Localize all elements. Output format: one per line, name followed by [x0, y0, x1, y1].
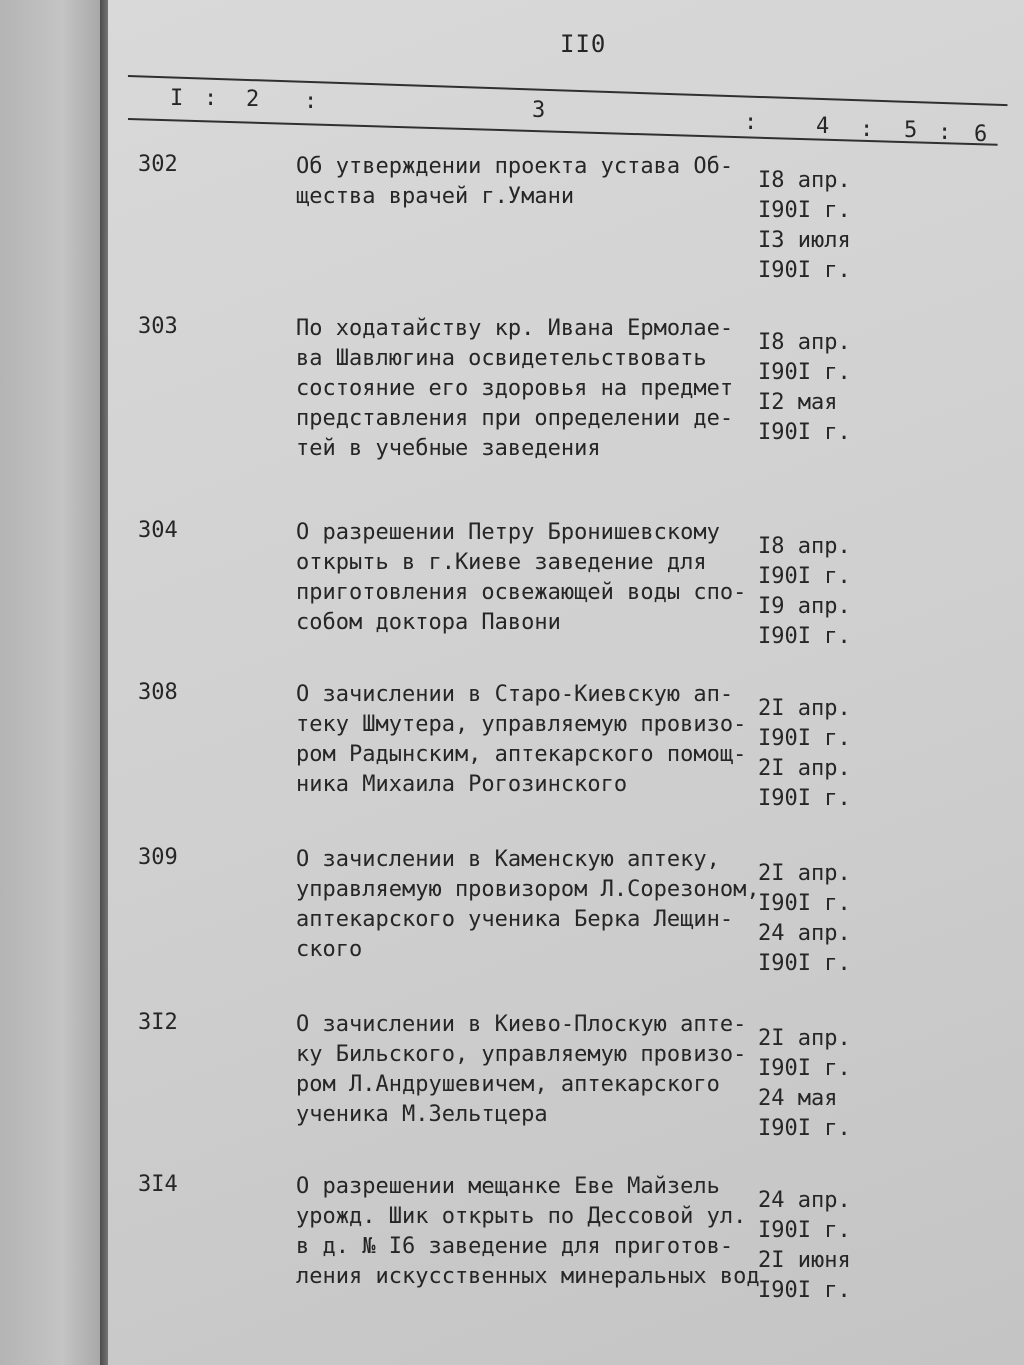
entry-date-line: I90I г. [758, 198, 851, 223]
entry-number: 303 [138, 314, 178, 339]
entry-date-line: I90I г. [758, 1218, 851, 1243]
entry-text-line: О зачислении в Каменскую аптеку, [296, 847, 720, 872]
column-header-3: 3 [532, 98, 546, 123]
entry-text-line: открыть в г.Киеве заведение для [296, 550, 707, 575]
entry-date-line: I90I г. [758, 891, 851, 916]
entry-description [296, 680, 756, 800]
entry-text-line: ника Михаила Рогозинского [296, 772, 628, 797]
entry-description [296, 1172, 760, 1292]
entry-text-line: О зачислении в Киево-Плоскую апте- [296, 1012, 747, 1037]
entry-description [296, 314, 756, 464]
entry-text-line: ром Л.Андрушевичем, аптекарского [296, 1072, 720, 1097]
entry-text-line: О разрешении мещанке Еве Майзель [296, 1174, 720, 1199]
entry-date-line: I90I г. [758, 786, 851, 811]
entries-list [108, 0, 1024, 1365]
entry-date-line: 24 апр. [758, 1188, 851, 1213]
entry-number: 308 [138, 680, 178, 705]
entry-text-line: урожд. Шик открыть по Дессовой ул. [296, 1204, 747, 1229]
page-number: II0 [560, 30, 607, 58]
entry-text-line: управляемую провизором Л.Сорезоном, [296, 877, 760, 902]
column-header-1: I [170, 86, 184, 111]
entry-number: 304 [138, 518, 178, 543]
entry-text-line: ученика М.Зельтцера [296, 1102, 548, 1127]
entry-text-line: собом доктора Павони [296, 610, 561, 635]
entry-date-line: I90I г. [758, 360, 851, 385]
entry-date-line: I90I г. [758, 1278, 851, 1303]
entry-date-line: 24 мая [758, 1086, 838, 1111]
entry-text-line: тей в учебные заведения [296, 436, 601, 461]
entry-number: 302 [138, 152, 178, 177]
entry-number: 309 [138, 845, 178, 870]
column-header-separator: : [938, 120, 952, 145]
entry-date-line: I3 июля [758, 228, 851, 253]
entry-dates [758, 166, 878, 286]
entry-description [296, 518, 756, 638]
entry-date-line: 24 апр. [758, 921, 851, 946]
entry-text-line: Об утверждении проекта устава Об- [296, 154, 734, 179]
entry-text-line: теку Шмутера, управляемую провизо- [296, 712, 747, 737]
entry-text-line: ку Бильского, управляемую провизо- [296, 1042, 747, 1067]
entry-date-line: 2I апр. [758, 756, 851, 781]
entry-text-line: в д. № I6 заведение для приготов- [296, 1234, 734, 1259]
entry-date-line: I8 апр. [758, 168, 851, 193]
entry-number: 3I2 [138, 1010, 178, 1035]
column-header-separator: : [860, 117, 874, 142]
entry-description [296, 1010, 756, 1130]
column-header-separator: : [304, 89, 318, 114]
entry-date-line: 2I июня [758, 1248, 851, 1273]
entry-text-line: ром Радынским, аптекарского помощ- [296, 742, 747, 767]
entry-text-line: щества врачей г.Умани [296, 184, 575, 209]
entry-date-line: I90I г. [758, 951, 851, 976]
entry-text-line: состояние его здоровья на предмет [296, 376, 734, 401]
entry-date-line: I90I г. [758, 258, 851, 283]
entry-date-line: I2 мая [758, 390, 838, 415]
entry-dates [758, 859, 878, 979]
entry-date-line: I90I г. [758, 1116, 851, 1141]
entry-date-line: 2I апр. [758, 696, 851, 721]
entry-dates [758, 532, 878, 652]
entry-description [296, 845, 760, 965]
entry-dates [758, 1186, 878, 1306]
entry-text-line: ва Шавлюгина освидетельствовать [296, 346, 707, 371]
entry-date-line: I8 апр. [758, 534, 851, 559]
entry-date-line: 2I апр. [758, 861, 851, 886]
entry-text-line: аптекарского ученика Берка Лещин- [296, 907, 734, 932]
column-header-separator: : [204, 86, 218, 111]
entry-text-line: По ходатайству кр. Ивана Ермолае- [296, 316, 734, 341]
facing-page-edge [0, 0, 104, 1365]
entry-text-line: приготовления освежающей воды спо- [296, 580, 747, 605]
column-header-6: 6 [974, 122, 988, 147]
entry-text-line: О разрешении Петру Бронишевскому [296, 520, 720, 545]
entry-date-line: I90I г. [758, 726, 851, 751]
entry-text-line: О зачислении в Старо-Киевскую ап- [296, 682, 734, 707]
column-header-separator: : [744, 110, 758, 135]
entry-dates [758, 1024, 878, 1144]
column-header-2: 2 [246, 87, 260, 112]
entry-number: 3I4 [138, 1172, 178, 1197]
entry-date-line: I9 апр. [758, 594, 851, 619]
entry-date-line: I90I г. [758, 624, 851, 649]
entry-date-line: 2I апр. [758, 1026, 851, 1051]
entry-date-line: I8 апр. [758, 330, 851, 355]
entry-text-line: ского [296, 937, 363, 962]
entry-description [296, 152, 756, 212]
column-header-5: 5 [904, 118, 918, 143]
entry-text-line: представления при определении де- [296, 406, 734, 431]
column-header-4: 4 [816, 114, 830, 139]
document-page [108, 0, 1024, 1365]
entry-date-line: I90I г. [758, 1056, 851, 1081]
entry-dates [758, 694, 878, 814]
entry-date-line: I90I г. [758, 420, 851, 445]
entry-text-line: ления искусственных минеральных вод [296, 1264, 760, 1289]
entry-dates [758, 328, 878, 448]
entry-date-line: I90I г. [758, 564, 851, 589]
